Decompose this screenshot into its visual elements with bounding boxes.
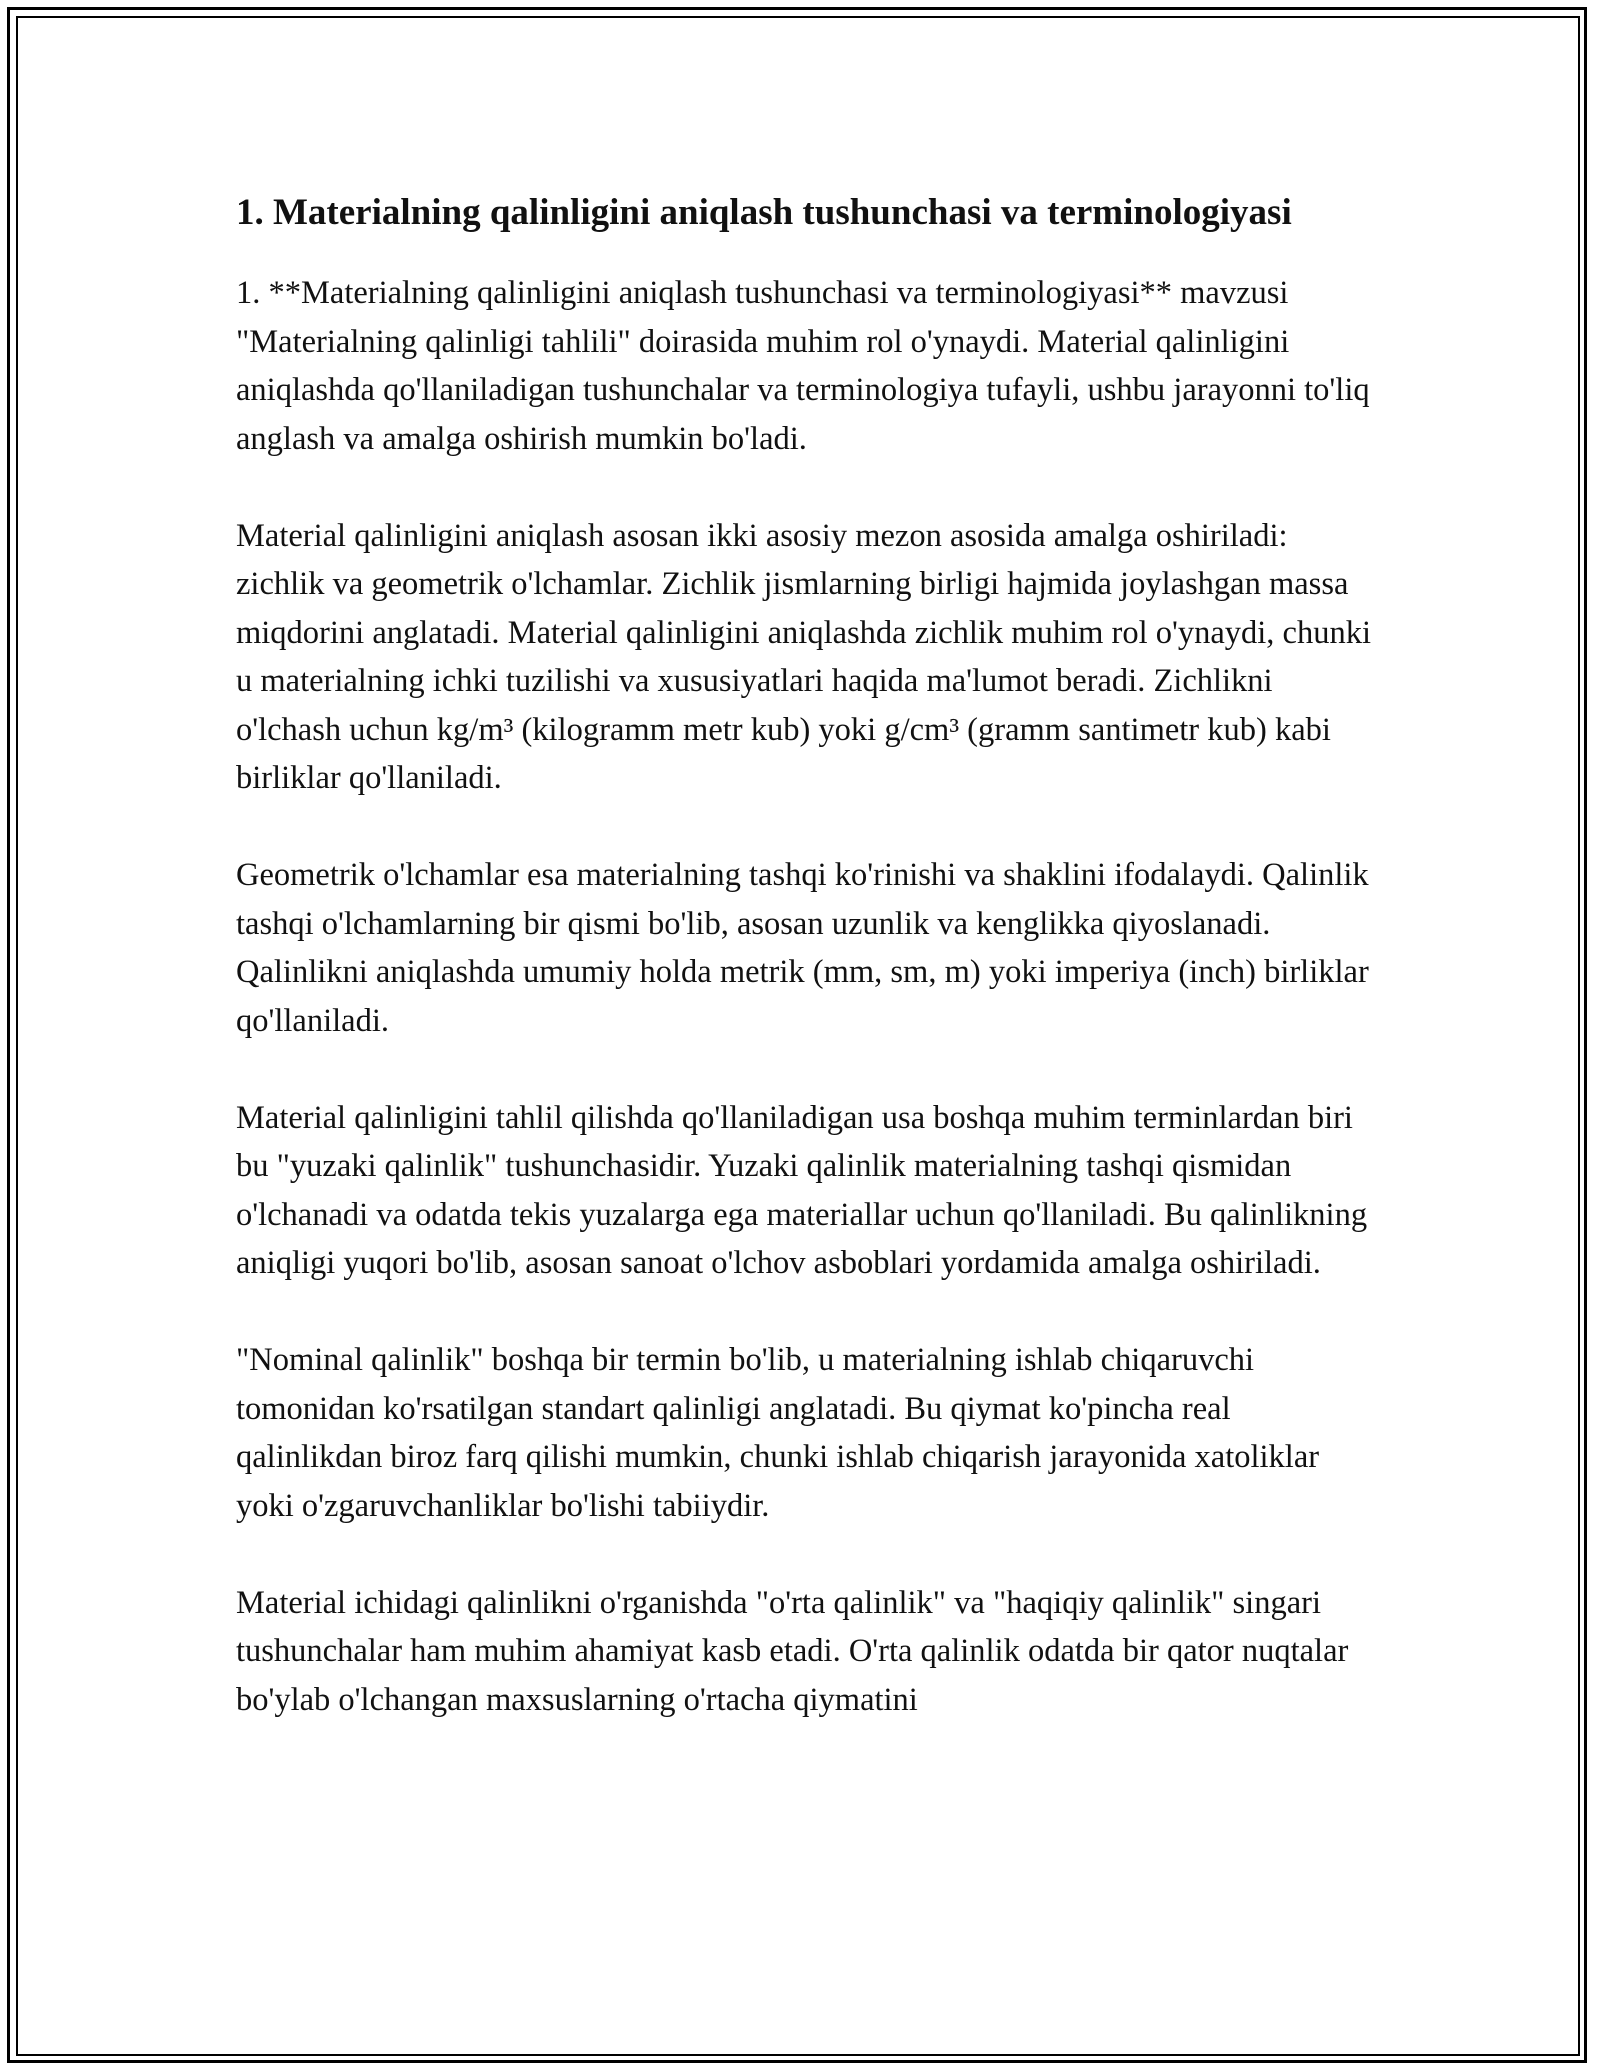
paragraph-surface-thickness: Material qalinligini tahlil qilishda qo'llaniladigan usa boshqa muhim terminlardan biri bu "yuzaki qalinlik" tushunchasidir. Yuzaki qalinlik materialning tashqi qismidan o'lchanadi va odatda tekis yuzalarga ega materiallar uchun qo'llaniladi. Bu qalinlikning aniqligi yuqori bo'lib, asosan sanoat o'lchov asboblari yordamida amalga oshiriladi. xyxy=(236,1099,1368,1281)
paragraph-nominal-thickness: "Nominal qalinlik" boshqa bir termin bo'lib, u materialning ishlab chiqaruvchi tomonidan ko'rsatilgan standart qalinligi anglatadi. Bu qiymat ko'pincha real qalinlikdan biroz farq qilishi mumkin, chunki ishlab chiqarish jarayonida xatoliklar yoki o'zgaruvchanliklar bo'lishi tabiiydir. xyxy=(236,1342,1320,1524)
paragraph-average-thickness: Material ichidagi qalinlikni o'rganishda "o'rta qalinlik" va "haqiqiy qalinlik" singari tushunchalar ham muhim ahamiyat kasb etadi. O'rta qalinlik odatda bir qator nuqtalar bo'ylab o'lchangan maxsuslarning o'rtacha qiymatini xyxy=(236,1584,1349,1718)
paragraph-intro: 1. **Materialning qalinligini aniqlash tushunchasi va terminologiyasi** mavzusi "Materialning qalinligi tahlili" doirasida muhim rol o'ynaydi. Material qalinligini aniqlashda qo'llaniladigan tushunchalar va terminologiya tufayli, ushbu jarayonni to'liq anglash va amalga oshirish mumkin bo'ladi. xyxy=(236,275,1370,457)
paragraph-geometry: Geometrik o'lchamlar esa materialning tashqi ko'rinishi va shaklini ifodalaydi. Qalinlik tashqi o'lchamlarning bir qismi bo'lib, asosan uzunlik va kenglikka qiyoslanadi. Qalinlikni aniqlashda umumiy holda metrik (mm, sm, m) yoki imperiya (inch) birliklar qo'llaniladi. xyxy=(236,857,1369,1039)
section-title: 1. Materialning qalinligini aniqlash tushunchasi va terminologiyasi xyxy=(236,192,1292,233)
document-body xyxy=(236,185,1376,1773)
paragraph-density: Material qalinligini aniqlash asosan ikki asosiy mezon asosida amalga oshiriladi: zichlik va geometrik o'lchamlar. Zichlik jismlarning birligi hajmida joylashgan massa miqdorini anglatadi. Material qalinligini aniqlashda zichlik muhim rol o'ynaydi, chunki u materialning ichki tuzilishi va xususiyatlari haqida ma'lumot beradi. Zichlikni o'lchash uchun kg/m³ (kilogramm metr kub) yoki g/cm³ (gramm santimetr kub) kabi birliklar qo'llaniladi. xyxy=(236,517,1371,796)
